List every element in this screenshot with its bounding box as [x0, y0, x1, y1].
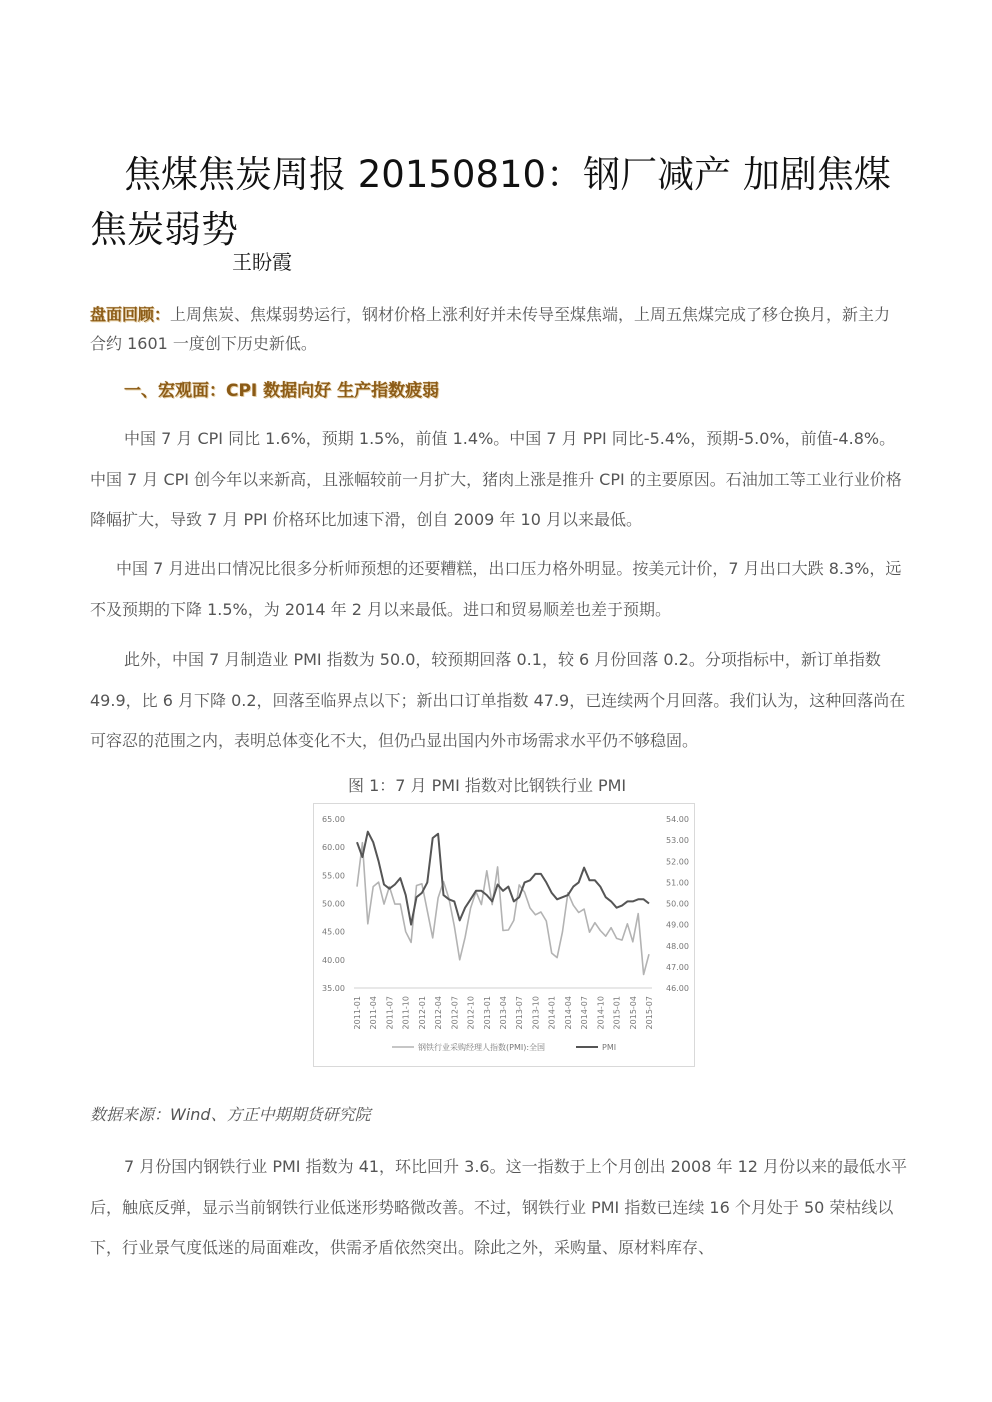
pmi-chart-svg: [314, 804, 694, 1066]
right-axis-tick-label: 49.00: [666, 920, 689, 930]
x-axis-tick-label: 2013-10: [531, 996, 541, 1030]
data-source: 数据来源：Wind、方正中期期货研究院: [90, 1105, 371, 1124]
figure-caption: 图 1：7 月 PMI 指数对比钢铁行业 PMI: [348, 776, 627, 795]
x-axis-tick-label: 2011-10: [401, 996, 411, 1030]
author-name: 王盼霞: [232, 250, 292, 274]
x-axis-tick-label: 2014-07: [580, 996, 590, 1030]
report-title: [90, 147, 910, 257]
left-axis-tick-label: 40.00: [322, 955, 345, 965]
x-axis-tick-label: 2014-01: [547, 996, 557, 1030]
steel-pmi-series-line: [357, 843, 649, 975]
left-axis-tick-label: 35.00: [322, 984, 345, 993]
left-axis-tick-label: 45.00: [322, 927, 345, 937]
x-axis-tick-label: 2012-07: [450, 996, 460, 1030]
x-axis-tick-label: 2015-04: [628, 996, 638, 1030]
market-review-lead: 盘面回顾：: [90, 305, 171, 324]
x-axis-tick-label: 2012-10: [466, 996, 476, 1030]
left-axis-tick-label: 60.00: [322, 843, 345, 853]
right-axis-tick-label: 53.00: [666, 836, 689, 846]
market-review-paragraph: [90, 300, 902, 358]
x-axis-tick-label: 2014-04: [563, 996, 573, 1030]
report-title-line1: 焦煤焦炭周报 20150810：钢厂减产 加剧焦煤: [124, 152, 891, 196]
x-axis-tick-label: 2011-01: [353, 996, 362, 1030]
x-axis-tick-label: 2015-01: [612, 996, 622, 1030]
x-axis-tick-label: 2011-04: [369, 996, 379, 1030]
legend-label-steel-pmi: 钢铁行业采购经理人指数(PMI):全国: [418, 1043, 546, 1052]
right-axis-tick-label: 48.00: [666, 941, 689, 951]
x-axis-tick-label: 2012-04: [434, 996, 444, 1030]
x-axis-tick-label: 2012-01: [417, 996, 427, 1030]
x-axis-tick-label: 2015-07: [645, 996, 654, 1030]
left-axis-tick-label: 50.00: [322, 899, 345, 909]
market-review-text: 上周焦炭、焦煤弱势运行，钢材价格上涨利好并未传导至煤焦端，上周五焦煤完成了移仓换月，新主力合约 1601 一度创下历史新低。: [90, 305, 891, 353]
x-axis-tick-label: 2011-07: [385, 996, 395, 1030]
right-axis-tick-label: 54.00: [666, 815, 689, 824]
right-axis-tick-label: 47.00: [666, 962, 689, 972]
x-axis-tick-label: 2013-01: [482, 996, 492, 1030]
left-axis-tick-label: 65.00: [322, 815, 345, 824]
right-axis-tick-label: 52.00: [666, 857, 689, 867]
paragraph-cpi-ppi: 中国 7 月 CPI 同比 1.6%，预期 1.5%，前值 1.4%。中国 7 月 PPI 同比-5.4%，预期-5.0%，前值-4.8%。中国 7 月 CPI 创今年以来新高，且涨幅较前一月扩大，猪肉上涨是推升 CPI 的主要原因。石油加工等工业行业价格降幅扩大，导致 7 月 PPI 价格环比加速下滑，创自 2009 年 10 月以来最低。: [90, 429, 902, 529]
x-axis-tick-label: 2013-04: [499, 996, 508, 1030]
pmi-chart: [313, 803, 695, 1067]
legend-label-pmi: PMI: [602, 1043, 617, 1052]
section-heading-macro: 一、宏观面：CPI 数据向好 生产指数疲弱: [124, 381, 440, 401]
paragraph-pmi: 此外，中国 7 月制造业 PMI 指数为 50.0，较预期回落 0.1，较 6 月份回落 0.2。分项指标中，新订单指数 49.9，比 6 月下降 0.2，回落至临界点以下；新出口订单指数 47.9，已连续两个月回落。我们认为，这种回落尚在可容忍的范围之内，表明总体变化不大，但仍凸显出国内外市场需求水平仍不够稳固。: [90, 650, 906, 750]
right-axis-tick-label: 50.00: [666, 899, 689, 909]
paragraph-steel-pmi: 7 月份国内钢铁行业 PMI 指数为 41，环比回升 3.6。这一指数于上个月创出 2008 年 12 月份以来的最低水平后，触底反弹，显示当前钢铁行业低迷形势略微改善。不过，钢铁行业 PMI 指数已连续 16 个月处于 50 荣枯线以下，行业景气度低迷的局面难改，供需矛盾依然突出。除此之外，采购量、原材料库存、: [90, 1157, 908, 1257]
right-axis-tick-label: 46.00: [666, 984, 689, 993]
x-axis-tick-label: 2014-10: [596, 996, 606, 1030]
report-title-line2: 焦炭弱势: [90, 207, 238, 251]
x-axis-tick-label: 2013-07: [515, 996, 525, 1030]
paragraph-trade: 中国 7 月进出口情况比很多分析师预想的还要糟糕，出口压力格外明显。按美元计价，7 月出口大跌 8.3%，远不及预期的下降 1.5%，为 2014 年 2 月以来最低。进口和贸易顺差也差于预期。: [90, 559, 902, 619]
right-axis-tick-label: 51.00: [666, 878, 689, 888]
left-axis-tick-label: 55.00: [322, 871, 345, 881]
